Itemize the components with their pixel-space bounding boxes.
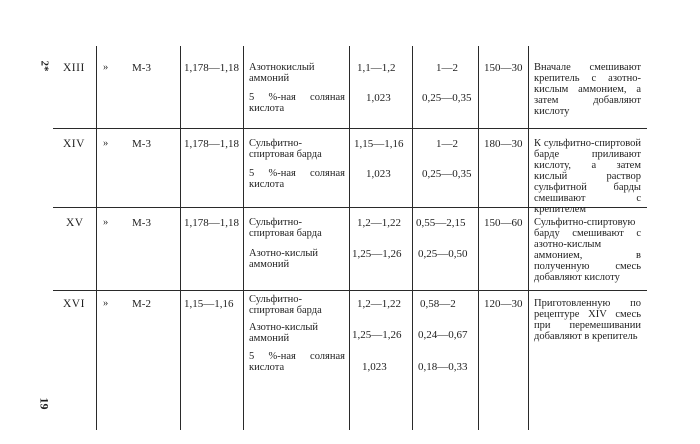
row-rule — [53, 128, 647, 129]
row-number: XIII — [63, 62, 85, 74]
binder-brand: М-3 — [132, 138, 151, 150]
ditto-mark: » — [103, 138, 109, 149]
component-concentration: 1,023 — [366, 92, 391, 104]
component-concentration: 1,2—1,22 — [357, 217, 401, 229]
ditto-mark: » — [103, 217, 109, 228]
component-name: 5 %-ная соляная кислота — [249, 351, 345, 373]
binder-density: 1,178—1,18 — [184, 217, 239, 229]
component-name: 5 %-ная соляная кислота — [249, 92, 345, 114]
component-concentration: 1,15—1,16 — [354, 138, 404, 150]
row-number: XVI — [63, 298, 85, 310]
component-name: 5 %-ная соляная кислота — [249, 168, 345, 190]
mixing-time: 150—30 — [484, 62, 523, 74]
mixing-time: 120—30 — [484, 298, 523, 310]
component-name: Азотно-кислый аммоний — [249, 322, 319, 344]
component-amount: 1—2 — [436, 62, 458, 74]
component-amount: 0,24—0,67 — [418, 329, 468, 341]
ditto-mark: » — [103, 62, 109, 73]
row-rule — [53, 290, 647, 291]
component-concentration: 1,1—1,2 — [357, 62, 396, 74]
row-number: XIV — [63, 138, 85, 150]
component-name: Азотнокислый аммоний — [249, 62, 315, 84]
component-amount: 1—2 — [436, 138, 458, 150]
column-rule — [180, 46, 181, 430]
component-concentration: 1,2—1,22 — [357, 298, 401, 310]
component-amount: 0,25—0,35 — [422, 168, 472, 180]
preparation-note: К сульфитно-спиртовой барде приливают кислоту, а затем кислый раствор сульфитной барды смешивают с крепителем — [534, 138, 641, 215]
page-mark-top: 2* — [38, 60, 51, 72]
component-name: Азотно-кислый аммоний — [249, 248, 319, 270]
ditto-mark: » — [103, 298, 109, 309]
component-name: Сульфитно-спиртовая барда — [249, 294, 322, 316]
component-concentration: 1,023 — [366, 168, 391, 180]
column-rule — [412, 46, 413, 430]
component-amount: 0,18—0,33 — [418, 361, 468, 373]
binder-brand: М-3 — [132, 62, 151, 74]
component-concentration: 1,023 — [362, 361, 387, 373]
binder-density: 1,15—1,16 — [184, 298, 234, 310]
component-concentration: 1,25—1,26 — [352, 248, 402, 260]
preparation-note: Приготовленную по рецептуре XIV смесь при перемешивании добавляют в крепитель — [534, 298, 641, 342]
binder-brand: М-2 — [132, 298, 151, 310]
column-rule — [478, 46, 479, 430]
component-name: Сульфитно-спиртовая барда — [249, 217, 322, 239]
binder-density: 1,178—1,18 — [184, 62, 239, 74]
binder-brand: М-3 — [132, 217, 151, 229]
component-amount: 0,55—2,15 — [416, 217, 466, 229]
column-rule — [243, 46, 244, 430]
component-concentration: 1,25—1,26 — [352, 329, 402, 341]
preparation-note: Вначале смешивают крепитель с азотно-кислым аммонием, а затем добавляют кислоту — [534, 62, 641, 117]
mixing-time: 180—30 — [484, 138, 523, 150]
preparation-note: Сульфитно-спиртовую барду смешивают с азотно-кислым аммонием, в полученную смесь добавляют кислоту — [534, 217, 641, 283]
component-amount: 0,25—0,35 — [422, 92, 472, 104]
mixing-time: 150—60 — [484, 217, 523, 229]
page-mark-bottom: 19 — [37, 397, 52, 410]
column-rule — [528, 46, 529, 430]
component-name: Сульфитно-спиртовая барда — [249, 138, 322, 160]
row-number: XV — [66, 217, 84, 229]
binder-density: 1,178—1,18 — [184, 138, 239, 150]
component-amount: 0,58—2 — [420, 298, 456, 310]
column-rule — [96, 46, 97, 430]
component-amount: 0,25—0,50 — [418, 248, 468, 260]
column-rule — [349, 46, 350, 430]
